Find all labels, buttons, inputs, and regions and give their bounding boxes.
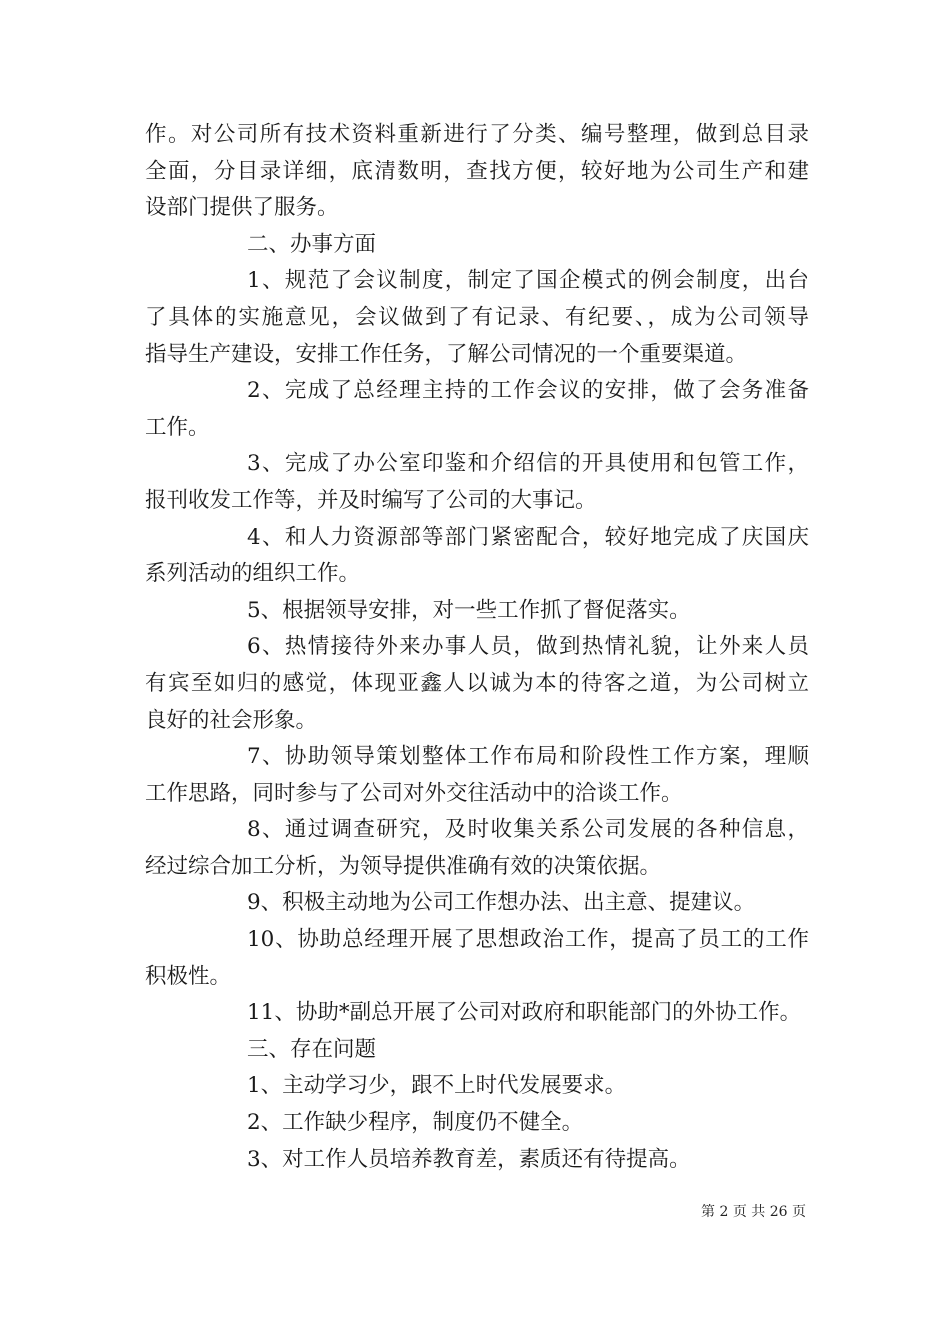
page-footer: 第 2 页 共 26 页 bbox=[701, 1204, 806, 1220]
document-body bbox=[145, 117, 809, 1178]
text-line: 三、存在问题 bbox=[247, 1036, 377, 1062]
text-line: 1、规范了会议制度，制定了国企模式的例会制度，出台 bbox=[247, 268, 809, 294]
text-line: 10、协助总经理开展了思想政治工作，提高了员工的工作 bbox=[247, 927, 809, 953]
text-line: 设部门提供了服务。 bbox=[145, 195, 339, 221]
text-line: 良好的社会形象。 bbox=[145, 707, 318, 733]
text-line: 5、根据领导安排，对一些工作抓了督促落实。 bbox=[247, 597, 691, 623]
text-line: 4、和人力资源部等部门紧密配合，较好地完成了庆国庆 bbox=[247, 524, 809, 550]
text-line: 1、主动学习少，跟不上时代发展要求。 bbox=[247, 1073, 627, 1099]
text-line: 作。对公司所有技术资料重新进行了分类、编号整理，做到总目录 bbox=[145, 122, 809, 147]
text-line: 报刊收发工作等，并及时编写了公司的大事记。 bbox=[145, 487, 597, 513]
text-line: 8、通过调查研究，及时收集关系公司发展的各种信息， bbox=[247, 817, 809, 843]
text-line: 3、对工作人员培养教育差，素质还有待提高。 bbox=[247, 1146, 691, 1172]
text-line: 经过综合加工分析，为领导提供准确有效的决策依据。 bbox=[145, 853, 662, 879]
text-line: 9、积极主动地为公司工作想办法、出主意、提建议。 bbox=[247, 890, 756, 916]
text-line: 指导生产建设，安排工作任务，了解公司情况的一个重要渠道。 bbox=[145, 341, 748, 367]
text-line: 工作。 bbox=[145, 414, 210, 440]
text-line: 二、办事方面 bbox=[247, 231, 377, 257]
text-line: 全面，分目录详细，底清数明，查找方便，较好地为公司生产和建 bbox=[145, 158, 809, 184]
text-line: 了具体的实施意见，会议做到了有记录、有纪要、，成为公司领导 bbox=[145, 304, 809, 330]
text-line: 3、完成了办公室印鉴和介绍信的开具使用和包管工作， bbox=[247, 451, 809, 477]
text-line: 2、完成了总经理主持的工作会议的安排，做了会务准备 bbox=[247, 378, 809, 404]
text-line: 6、热情接待外来办事人员，做到热情礼貌，让外来人员 bbox=[247, 634, 809, 660]
text-line: 11、协助*副总开展了公司对政府和职能部门的外协工作。 bbox=[247, 1000, 802, 1026]
text-line: 积极性。 bbox=[145, 963, 232, 989]
text-line: 7、协助领导策划整体工作布局和阶段性工作方案，理顺 bbox=[247, 744, 809, 770]
text-line: 有宾至如归的感觉，体现亚鑫人以诚为本的待客之道，为公司树立 bbox=[145, 670, 809, 696]
text-line: 系列活动的组织工作。 bbox=[145, 561, 361, 587]
text-line: 2、工作缺少程序，制度仍不健全。 bbox=[247, 1110, 584, 1136]
text-line: 工作思路，同时参与了公司对外交往活动中的洽谈工作。 bbox=[145, 780, 683, 806]
